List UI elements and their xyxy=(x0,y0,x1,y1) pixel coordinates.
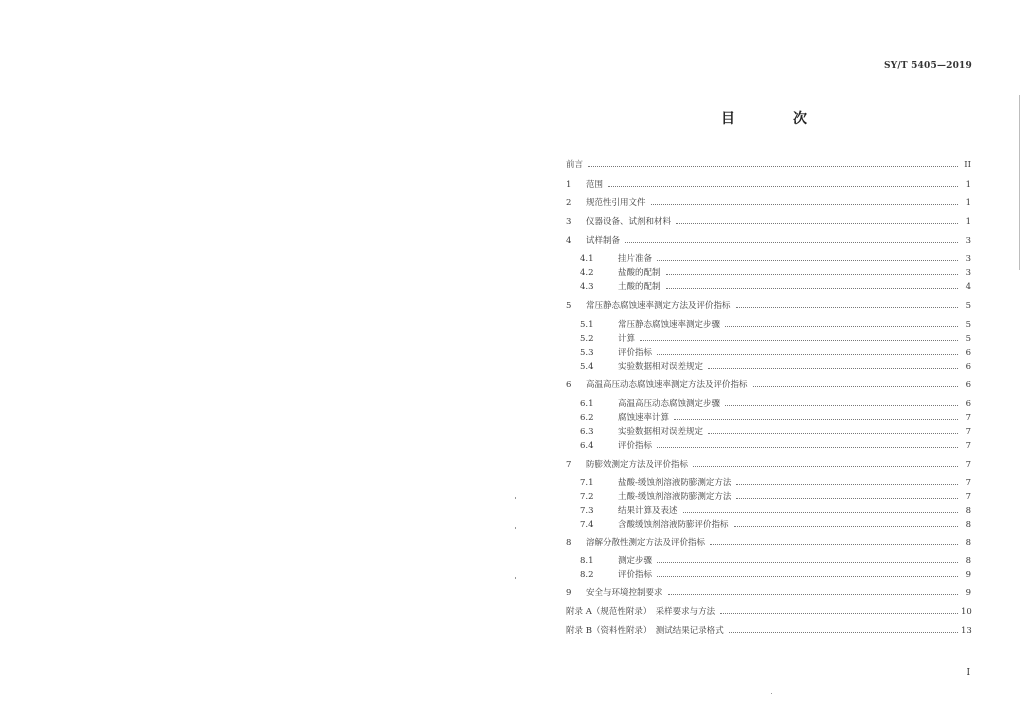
toc-entry-page: 7 xyxy=(965,427,971,437)
toc-leader-dots xyxy=(736,498,958,499)
toc-leader-dots xyxy=(683,512,958,513)
toc-entry-page: 7 xyxy=(965,413,971,423)
toc-entry-label: 附录 B（资料性附录） 测试结果记录格式 xyxy=(566,626,724,636)
toc-entry-label: 高温高压动态腐蚀速率测定方法及评价指标 xyxy=(586,380,748,390)
toc-entry-label: 测定步骤 xyxy=(618,556,653,566)
toc-entry-label: 含酸缓蚀剂溶液防膨评价指标 xyxy=(618,520,729,530)
toc-entry xyxy=(566,624,971,636)
toc-entry-page: 8 xyxy=(965,556,971,566)
toc-entry-label: 实验数据相对误差规定 xyxy=(618,362,704,372)
toc-entry-page: 5 xyxy=(965,320,971,330)
toc-entry-number: 6.3 xyxy=(580,427,594,437)
toc-leader-dots xyxy=(657,447,958,448)
toc-entry xyxy=(566,299,971,311)
toc-leader-dots xyxy=(657,562,958,563)
toc-entry-label: 挂片准备 xyxy=(618,254,653,264)
toc-entry-label: 常压静态腐蚀速率测定步骤 xyxy=(618,320,721,330)
toc-entry-number: 7.1 xyxy=(580,478,594,488)
toc-entry xyxy=(566,158,971,170)
toc-entry-page: 1 xyxy=(965,198,971,208)
toc-entry-number: 5.2 xyxy=(580,334,594,344)
toc-leader-dots xyxy=(625,242,958,243)
scan-speck xyxy=(515,527,516,529)
toc-entry-page: 9 xyxy=(965,588,971,598)
scan-speck xyxy=(515,577,516,579)
toc-leader-dots xyxy=(734,526,958,527)
toc-entry-number: 8.1 xyxy=(580,556,594,566)
toc-entry-label: 实验数据相对误差规定 xyxy=(618,427,704,437)
toc-entry-page: 7 xyxy=(965,460,971,470)
toc-leader-dots xyxy=(693,466,958,467)
toc-entry-number: 6 xyxy=(566,380,572,390)
toc-entry xyxy=(566,554,971,566)
scan-speck xyxy=(515,497,516,499)
toc-entry-label: 高温高压动态腐蚀测定步骤 xyxy=(618,399,721,409)
toc-entry-label: 规范性引用文件 xyxy=(586,198,646,208)
toc-entry-label: 盐酸-缓蚀剂溶液防膨测定方法 xyxy=(618,478,732,488)
toc-entry xyxy=(566,425,971,437)
toc-entry-number: 5.4 xyxy=(580,362,594,372)
toc-leader-dots xyxy=(708,368,958,369)
toc-entry-number: 1 xyxy=(566,180,572,190)
toc-entry-label: 计算 xyxy=(618,334,636,344)
toc-entry xyxy=(566,332,971,344)
toc-entry-number: 9 xyxy=(566,588,572,598)
toc-entry-number: 6.2 xyxy=(580,413,594,423)
toc-entry-label: 防膨效测定方法及评价指标 xyxy=(586,460,689,470)
toc-title: 目 次 xyxy=(721,111,829,127)
toc-entry-number: 6.1 xyxy=(580,399,594,409)
toc-entry-page: 1 xyxy=(965,217,971,227)
toc-leader-dots xyxy=(725,405,958,406)
toc-entry-number: 8.2 xyxy=(580,570,594,580)
page-number: I xyxy=(966,668,970,678)
toc-entry xyxy=(566,196,971,208)
toc-entry-label: 土酸-缓蚀剂溶液防膨测定方法 xyxy=(618,492,732,502)
toc-entry-number: 6.4 xyxy=(580,441,594,451)
toc-entry-label: 评价指标 xyxy=(618,570,653,580)
toc-leader-dots xyxy=(666,274,958,275)
toc-leader-dots xyxy=(657,260,958,261)
toc-leader-dots xyxy=(736,484,958,485)
toc-entry-page: 3 xyxy=(965,254,971,264)
toc-entry-label: 试样制备 xyxy=(586,236,621,246)
toc-leader-dots xyxy=(720,613,958,614)
toc-entry xyxy=(566,266,971,278)
toc-entry-number: 4 xyxy=(566,236,572,246)
toc-entry-label: 附录 A（规范性附录） 采样要求与方法 xyxy=(566,607,716,617)
toc-entry-label: 评价指标 xyxy=(618,441,653,451)
toc-entry-page: 6 xyxy=(965,348,971,358)
toc-entry-label: 结果计算及表述 xyxy=(618,506,678,516)
toc-entry-label: 腐蚀速率计算 xyxy=(618,413,670,423)
toc-leader-dots xyxy=(708,433,958,434)
toc-entry xyxy=(566,378,971,390)
toc-entry xyxy=(566,280,971,292)
scan-speck xyxy=(771,693,772,694)
toc-leader-dots xyxy=(729,632,958,633)
toc-entry xyxy=(566,568,971,580)
toc-entry-page: 8 xyxy=(965,506,971,516)
toc-entry xyxy=(566,476,971,488)
toc-entry xyxy=(566,346,971,358)
toc-entry-label: 前言 xyxy=(566,160,584,170)
toc-leader-dots xyxy=(668,594,958,595)
toc-entry-label: 土酸的配制 xyxy=(618,282,661,292)
toc-entry-number: 5.1 xyxy=(580,320,594,330)
toc-leader-dots xyxy=(666,288,958,289)
toc-entry-page: 7 xyxy=(965,441,971,451)
toc-leader-dots xyxy=(710,544,958,545)
toc-entry-page: 10 xyxy=(961,607,972,617)
toc-entry-label: 安全与环境控制要求 xyxy=(586,588,663,598)
toc-leader-dots xyxy=(753,386,958,387)
toc-entry xyxy=(566,605,971,617)
toc-entry-number: 5 xyxy=(566,301,572,311)
page-edge-rule xyxy=(1019,95,1020,270)
toc-entry xyxy=(566,536,971,548)
toc-entry xyxy=(566,518,971,530)
toc-entry-number: 4.2 xyxy=(580,268,594,278)
toc-entry-number: 8 xyxy=(566,538,572,548)
toc-entry-page: 8 xyxy=(965,538,971,548)
toc-entry-page: 6 xyxy=(965,399,971,409)
toc-entry xyxy=(566,397,971,409)
toc-entry-number: 7.4 xyxy=(580,520,594,530)
toc-leader-dots xyxy=(725,326,958,327)
toc-entry-page: 8 xyxy=(965,520,971,530)
toc-entry-label: 范围 xyxy=(586,180,604,190)
toc-leader-dots xyxy=(651,204,958,205)
toc-entry-page: 5 xyxy=(965,301,971,311)
toc-entry-page: 1 xyxy=(965,180,971,190)
toc-entry xyxy=(566,215,971,227)
toc-entry-number: 2 xyxy=(566,198,572,208)
toc-entry xyxy=(566,586,971,598)
toc-entry xyxy=(566,318,971,330)
toc-entry-number: 5.3 xyxy=(580,348,594,358)
toc-entry-page: 7 xyxy=(965,492,971,502)
toc-entry xyxy=(566,411,971,423)
toc-entry xyxy=(566,458,971,470)
toc-entry-page: 9 xyxy=(965,570,971,580)
toc-entry-label: 盐酸的配制 xyxy=(618,268,661,278)
toc-entry-page: 3 xyxy=(965,236,971,246)
toc-leader-dots xyxy=(588,166,958,167)
toc-leader-dots xyxy=(674,419,958,420)
toc-entry xyxy=(566,178,971,190)
toc-entry-number: 4.3 xyxy=(580,282,594,292)
toc-entry xyxy=(566,234,971,246)
toc-leader-dots xyxy=(736,307,958,308)
toc-leader-dots xyxy=(676,223,958,224)
toc-entry-label: 常压静态腐蚀速率测定方法及评价指标 xyxy=(586,301,731,311)
toc-entry-label: 仪器设备、试剂和材料 xyxy=(586,217,672,227)
toc-entry-page: 13 xyxy=(961,626,972,636)
toc-entry-page: 6 xyxy=(965,380,971,390)
toc-entry-page: II xyxy=(964,160,971,170)
toc-entry xyxy=(566,490,971,502)
toc-entry xyxy=(566,439,971,451)
toc-entry-number: 7.2 xyxy=(580,492,594,502)
standard-code: SY/T 5405—2019 xyxy=(884,61,972,71)
toc-entry-page: 4 xyxy=(965,282,971,292)
toc-entry-page: 5 xyxy=(965,334,971,344)
toc-entry-page: 3 xyxy=(965,268,971,278)
toc-leader-dots xyxy=(657,354,958,355)
toc-entry-page: 6 xyxy=(965,362,971,372)
toc-entry-label: 溶解分散性测定方法及评价指标 xyxy=(586,538,706,548)
toc-entry-number: 4.1 xyxy=(580,254,594,264)
toc-entry xyxy=(566,252,971,264)
toc-entry-page: 7 xyxy=(965,478,971,488)
toc-leader-dots xyxy=(640,340,958,341)
toc-entry xyxy=(566,360,971,372)
toc-entry-number: 3 xyxy=(566,217,572,227)
toc-entry-label: 评价指标 xyxy=(618,348,653,358)
toc-leader-dots xyxy=(608,186,958,187)
toc-entry-number: 7.3 xyxy=(580,506,594,516)
toc-entry xyxy=(566,504,971,516)
toc-entry-number: 7 xyxy=(566,460,572,470)
toc-leader-dots xyxy=(657,576,958,577)
